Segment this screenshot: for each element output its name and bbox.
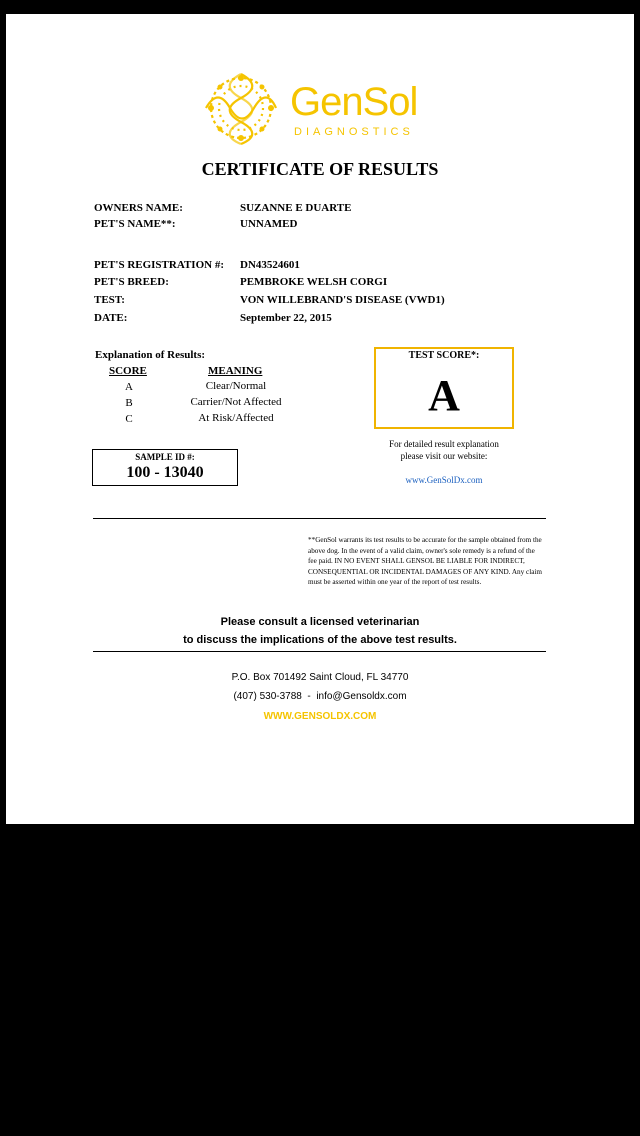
bottom-divider — [93, 651, 546, 652]
score-row-b-meaning: Carrier/Not Affected — [190, 396, 282, 408]
owner-name-value: SUZANNE E DUARTE — [240, 202, 352, 214]
certificate-title: CERTIFICATE OF RESULTS — [201, 159, 439, 179]
breed-label: PET'S BREED: — [94, 276, 169, 288]
website-link[interactable]: www.GenSolDx.com — [405, 475, 483, 485]
pet-name-label: PET'S NAME**: — [94, 218, 176, 230]
consult-line2: to discuss the implications of the above test results. — [183, 634, 457, 646]
score-row-c-meaning: At Risk/Affected — [198, 412, 274, 424]
score-row-a-meaning: Clear/Normal — [205, 380, 267, 392]
footer-email[interactable]: info@Gensoldx.com — [316, 691, 407, 702]
test-score-box — [374, 347, 514, 429]
detail-note-line2: please visit our website: — [400, 451, 488, 461]
footer-phone: (407) 530-3788 — [233, 691, 302, 702]
detail-note-line1: For detailed result explanation — [389, 439, 499, 449]
score-row-b-score: B — [125, 397, 133, 409]
date-label: DATE: — [94, 312, 128, 324]
footer-website-link[interactable]: WWW.GENSOLDX.COM — [263, 711, 377, 722]
footer-contact — [6, 691, 634, 702]
top-divider — [93, 518, 546, 519]
logo-tagline: DIAGNOSTICS — [294, 126, 414, 138]
date-value: September 22, 2015 — [240, 312, 332, 324]
breed-value: PEMBROKE WELSH CORGI — [240, 276, 388, 288]
sample-id-value: 100 - 13040 — [126, 464, 204, 481]
gensol-logo — [196, 68, 426, 148]
explanation-heading: Explanation of Results: — [95, 349, 206, 361]
disclaimer-text: **GenSol warrants its test results to be accurate for the sample obtained from the above dog. In the event of a valid claim, owner's sole remedy is a refund of the fee paid. IN NO EVENT SHALL GENSOL BE LIABLE FOR INDIRECT, CONSEQUENTIAL OR INCIDENTAL DAMAGES OF ANY KIND. Any claim must be asserted within one year of the report of test results. — [308, 536, 542, 587]
score-column-header: SCORE — [109, 365, 147, 377]
score-row-c-score: C — [125, 413, 133, 425]
certificate-page — [6, 14, 634, 824]
dna-sun-emblem-icon — [196, 68, 286, 148]
logo-name: GenSol — [290, 80, 418, 124]
meaning-column-header: MEANING — [208, 365, 263, 377]
registration-value: DN43524601 — [240, 259, 300, 271]
sample-id-box — [92, 449, 238, 486]
pet-name-value: UNNAMED — [240, 218, 298, 230]
registration-label: PET'S REGISTRATION #: — [94, 259, 224, 271]
test-value: VON WILLEBRAND'S DISEASE (VWD1) — [240, 294, 445, 306]
consult-line1: Please consult a licensed veterinarian — [220, 616, 420, 628]
test-score-value: A — [428, 371, 460, 420]
sample-id-label: SAMPLE ID #: — [135, 452, 195, 462]
footer-address: P.O. Box 701492 Saint Cloud, FL 34770 — [231, 672, 409, 683]
footer-separator: - — [307, 691, 311, 702]
score-row-a-score: A — [125, 381, 133, 393]
test-score-label: TEST SCORE*: — [408, 350, 480, 361]
test-label: TEST: — [94, 294, 125, 306]
owner-name-label: OWNERS NAME: — [94, 202, 183, 214]
